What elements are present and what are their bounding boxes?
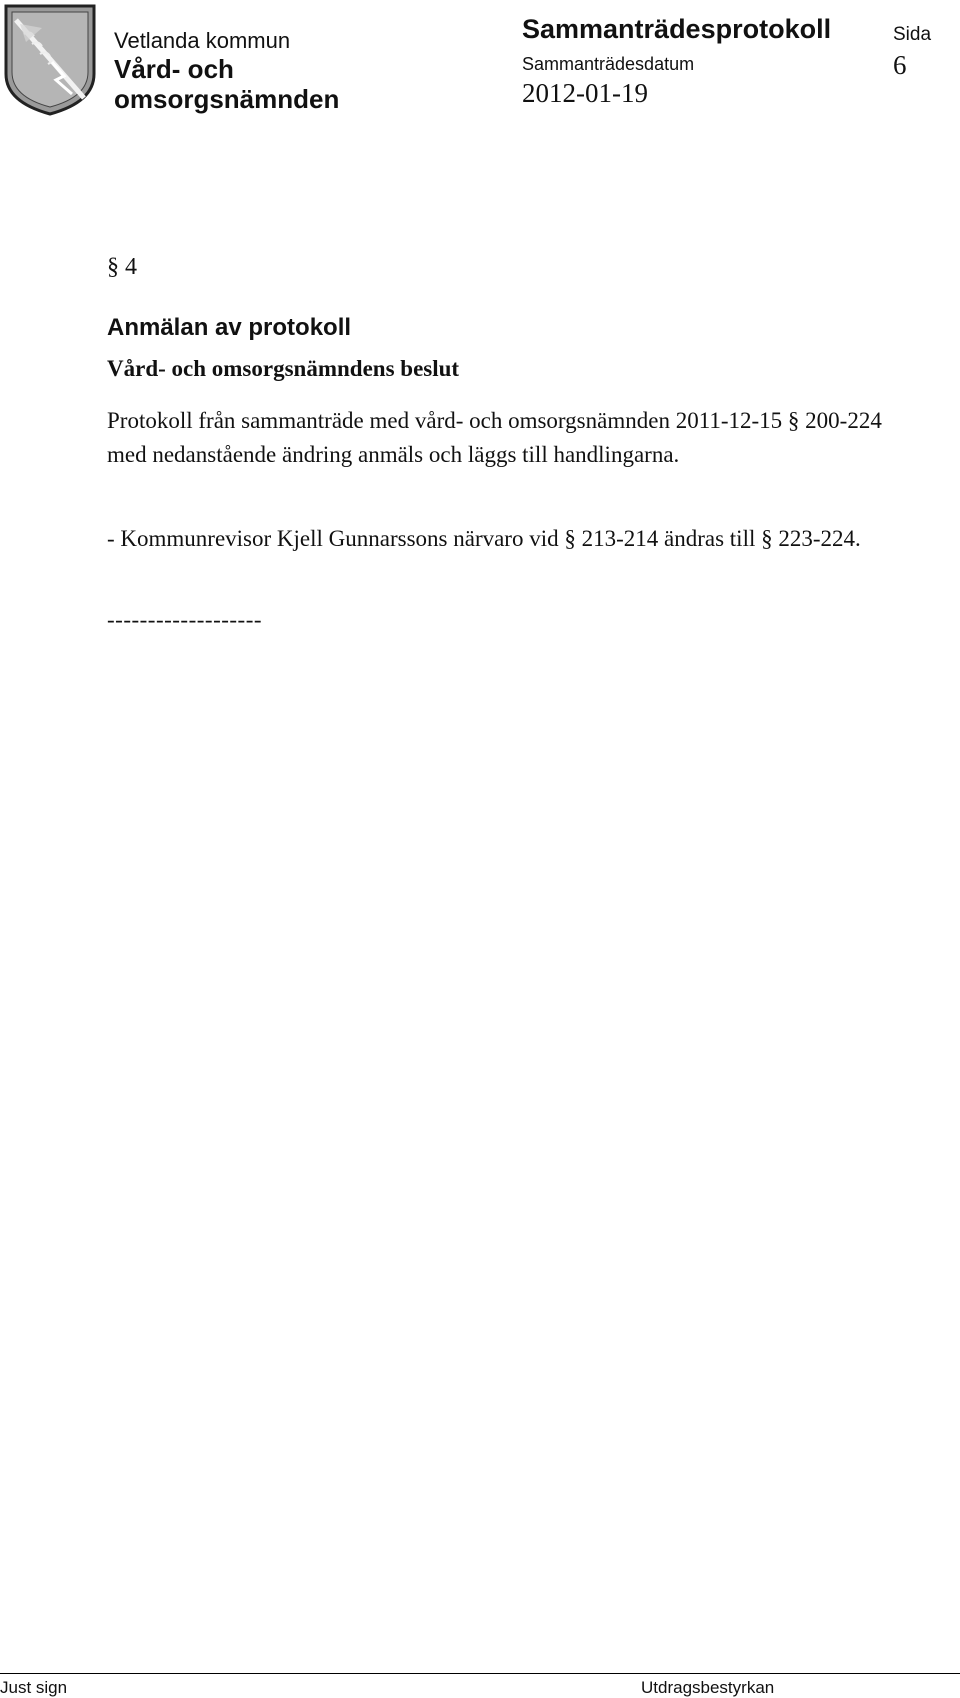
committee-name-line1: Vård- och — [114, 54, 234, 84]
page-label: Sida — [893, 24, 932, 45]
document-title: Sammanträdesprotokoll — [522, 14, 832, 44]
meeting-date-value: 2012-01-19 — [522, 78, 648, 108]
decision-paragraph: Protokoll från sammanträde med vård- och omsorgsnämnden 2011-12-15 § 200-224 med nedanstående ändring anmäls och läggs till handlingarna. — [107, 408, 882, 467]
section-number: § 4 — [107, 254, 137, 280]
org-name: Vetlanda kommun — [114, 28, 291, 53]
committee-name-line2: omsorgsnämnden — [114, 84, 340, 114]
coat-of-arms-icon — [2, 2, 98, 118]
decision-subheading: Vård- och omsorgsnämndens beslut — [107, 356, 460, 381]
footer-divider — [0, 1673, 960, 1674]
footer-signature-label: Just sign — [0, 1678, 68, 1697]
separator-line: ------------------- — [107, 607, 263, 632]
footer-certification-label: Utdragsbestyrkan — [641, 1678, 775, 1697]
page-number: 6 — [893, 50, 907, 80]
amendment-paragraph: - Kommunrevisor Kjell Gunnarssons närvaro vid § 213-214 ändras till § 223-224. — [107, 526, 861, 551]
section-heading: Anmälan av protokoll — [107, 314, 352, 341]
meeting-date-label: Sammanträdesdatum — [522, 54, 695, 74]
